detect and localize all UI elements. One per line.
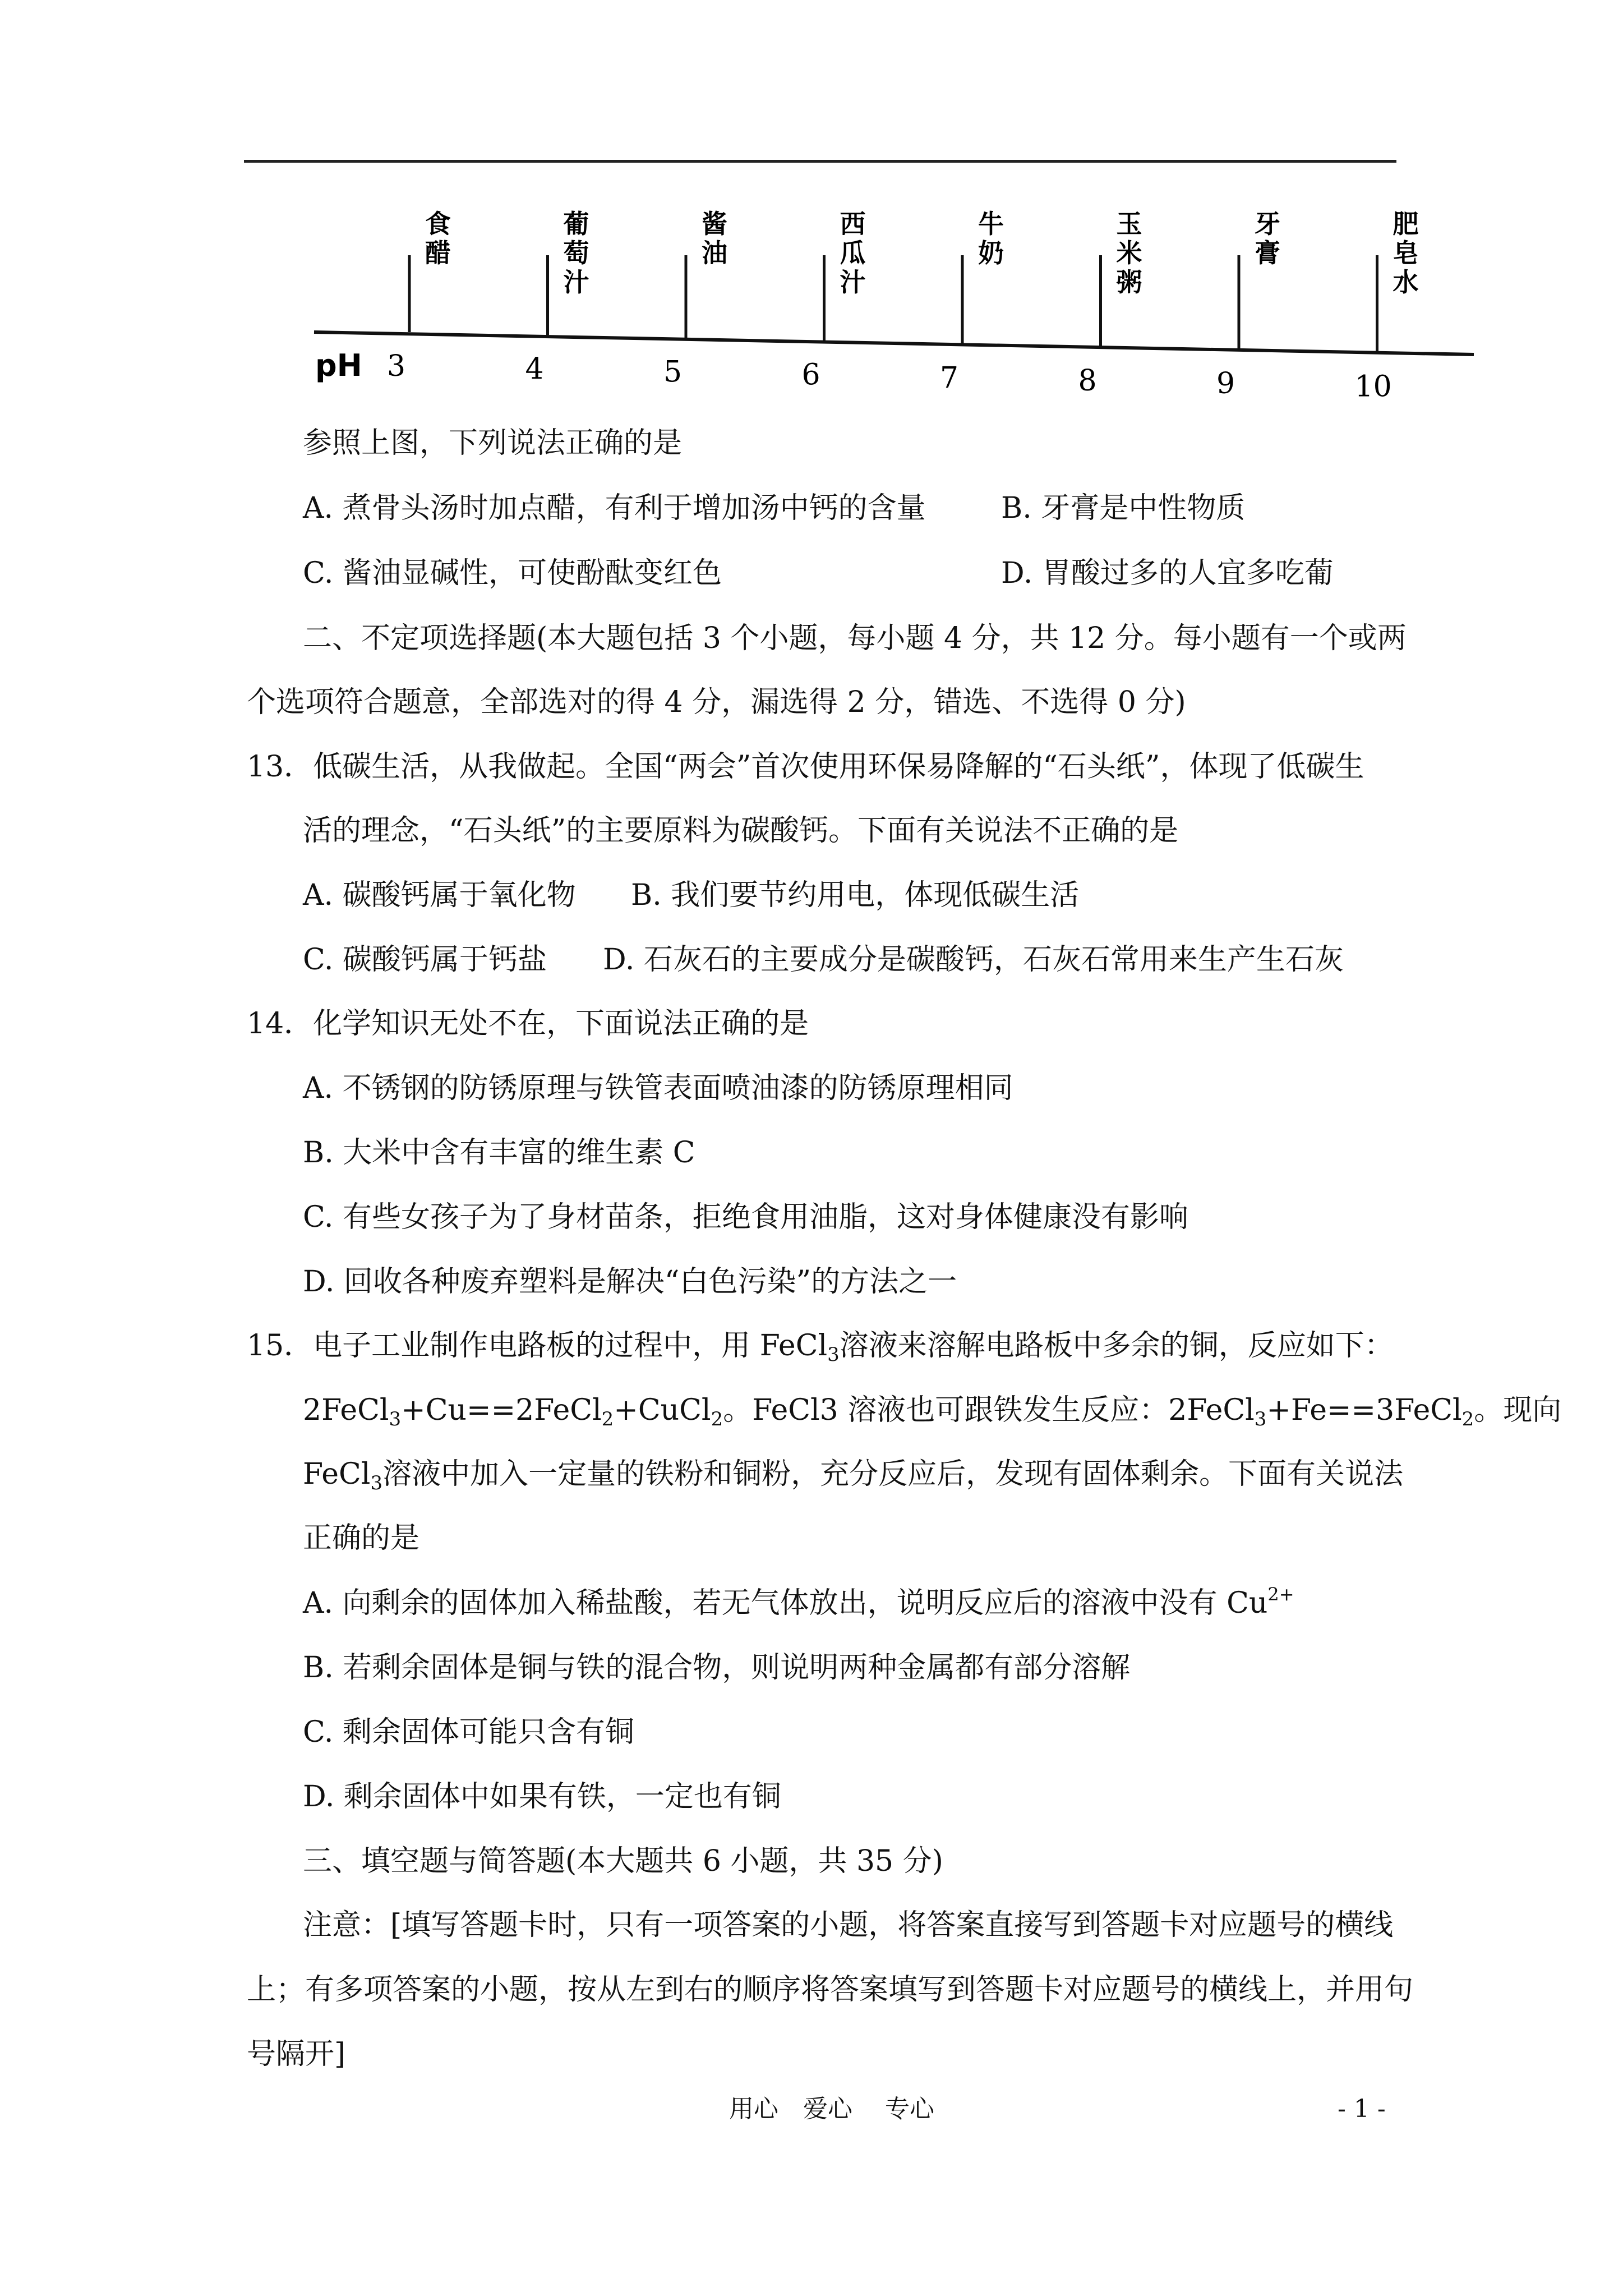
- section3-title: 三、填空题与简答题(本大题共 6 小题，共 35 分): [303, 1844, 943, 1878]
- ph-item-label: 肥皂水: [1393, 209, 1419, 297]
- ph-item-label: 玉米粥: [1116, 209, 1142, 297]
- ph-item-label: 酱油: [702, 209, 727, 268]
- q12-stem: 参照上图，下列说法正确的是: [303, 426, 683, 460]
- section3-note-line1: 注意：[填写答题卡时，只有一项答案的小题，将答案直接写到答题卡对应题号的横线: [303, 1908, 1394, 1942]
- ph-tick-label: 6: [801, 358, 820, 392]
- ph-item-label: 食醋: [425, 209, 451, 268]
- q13-option-d: D. 石灰石的主要成分是碳酸钙，石灰石常用来生产生石灰: [603, 943, 1344, 977]
- q15-option-d: D. 剩余固体中如果有铁，一定也有铜: [303, 1780, 781, 1814]
- q15-option-c: C. 剩余固体可能只含有铜: [303, 1715, 634, 1749]
- section3-note-line3: 号隔开]: [247, 2037, 346, 2071]
- ph-tick-label: 10: [1354, 370, 1392, 404]
- ph-tick-label: 7: [940, 361, 959, 395]
- ph-tick-label: 4: [525, 352, 544, 386]
- q14-stem: 14．化学知识无处不在，下面说法正确的是: [247, 1007, 809, 1041]
- ph-item-label: 葡萄汁: [563, 209, 589, 297]
- q15-stem-line4: 正确的是: [303, 1521, 420, 1555]
- q13-stem-line2: 活的理念，“石头纸”的主要原料为碳酸钙。下面有关说法不正确的是: [303, 814, 1179, 848]
- ph-tick-label: 9: [1216, 367, 1235, 401]
- section3-note-line2: 上；有多项答案的小题，按从左到右的顺序将答案填写到答题卡对应题号的横线上，并用句: [247, 1973, 1414, 2007]
- header-rule: [244, 160, 1396, 163]
- ph-axis-label: pH: [315, 348, 362, 383]
- q13-option-c: C. 碳酸钙属于钙盐: [303, 943, 547, 977]
- q13-option-a: A. 碳酸钙属于氧化物: [303, 878, 576, 912]
- section2-title-line1: 二、不定项选择题(本大题包括 3 个小题，每小题 4 分，共 12 分。每小题有一个或两: [303, 622, 1407, 655]
- q12-option-d: D. 胃酸过多的人宜多吃葡: [1001, 556, 1334, 590]
- ph-tick-label: 8: [1078, 364, 1097, 398]
- section2-title-line2: 个选项符合题意，全部选对的得 4 分，漏选得 2 分，错选、不选得 0 分): [247, 685, 1186, 719]
- ph-item-label: 牛奶: [978, 209, 1004, 268]
- ph-item-label: 西瓜汁: [840, 209, 866, 297]
- q13-stem-line1: 13．低碳生活，从我做起。全国“两会”首次使用环保易降解的“石头纸”，体现了低碳生: [247, 750, 1364, 784]
- q15-option-a: A. 向剩余的固体加入稀盐酸，若无气体放出，说明反应后的溶液中没有 $Cu^{2+}$: [303, 1584, 1294, 1620]
- q14-option-a: A. 不锈钢的防锈原理与铁管表面喷油漆的防锈原理相同: [303, 1071, 1013, 1105]
- q12-option-a: A. 煮骨头汤时加点醋，有利于增加汤中钙的含量: [303, 491, 926, 525]
- page-number: - 1 -: [1338, 2095, 1386, 2123]
- q15-stem-line1: 15．电子工业制作电路板的过程中，用 FeCl$_3$溶液来溶解电路板中多余的铜，反应如下：: [247, 1329, 1394, 1366]
- q12-option-b: B. 牙膏是中性物质: [1001, 491, 1246, 525]
- ph-tick-label: 5: [663, 355, 683, 389]
- ph-scale-figure: [303, 208, 1475, 404]
- ph-axis-line: [314, 332, 1474, 355]
- ph-item-label: 牙膏: [1255, 209, 1280, 268]
- q14-option-d: D. 回收各种废弃塑料是解决“白色污染”的方法之一: [303, 1265, 957, 1299]
- q14-option-b: B. 大米中含有丰富的维生素 C: [303, 1136, 695, 1170]
- q12-option-c: C. 酱油显碱性，可使酚酞变红色: [303, 556, 722, 590]
- q15-stem-line2: 2FeCl$_3$+Cu==2FeCl$_2$+CuCl$_2$。FeCl3 溶液也可跟铁发生反应：2FeCl$_3$+Fe==3FeCl$_2$。现向: [303, 1393, 1562, 1430]
- footer-motto: 用心 爱心 专心: [729, 2095, 934, 2123]
- q14-option-c: C. 有些女孩子为了身材苗条，拒绝食用油脂，这对身体健康没有影响: [303, 1200, 1188, 1234]
- q15-stem-line3: FeCl$_3$溶液中加入一定量的铁粉和铜粉，充分反应后，发现有固体剩余。下面有关说法: [303, 1457, 1404, 1494]
- q13-option-b: B. 我们要节约用电，体现低碳生活: [631, 878, 1080, 912]
- q15-option-b: B. 若剩余固体是铜与铁的混合物，则说明两种金属都有部分溶解: [303, 1651, 1131, 1685]
- ph-tick-label: 3: [387, 349, 406, 383]
